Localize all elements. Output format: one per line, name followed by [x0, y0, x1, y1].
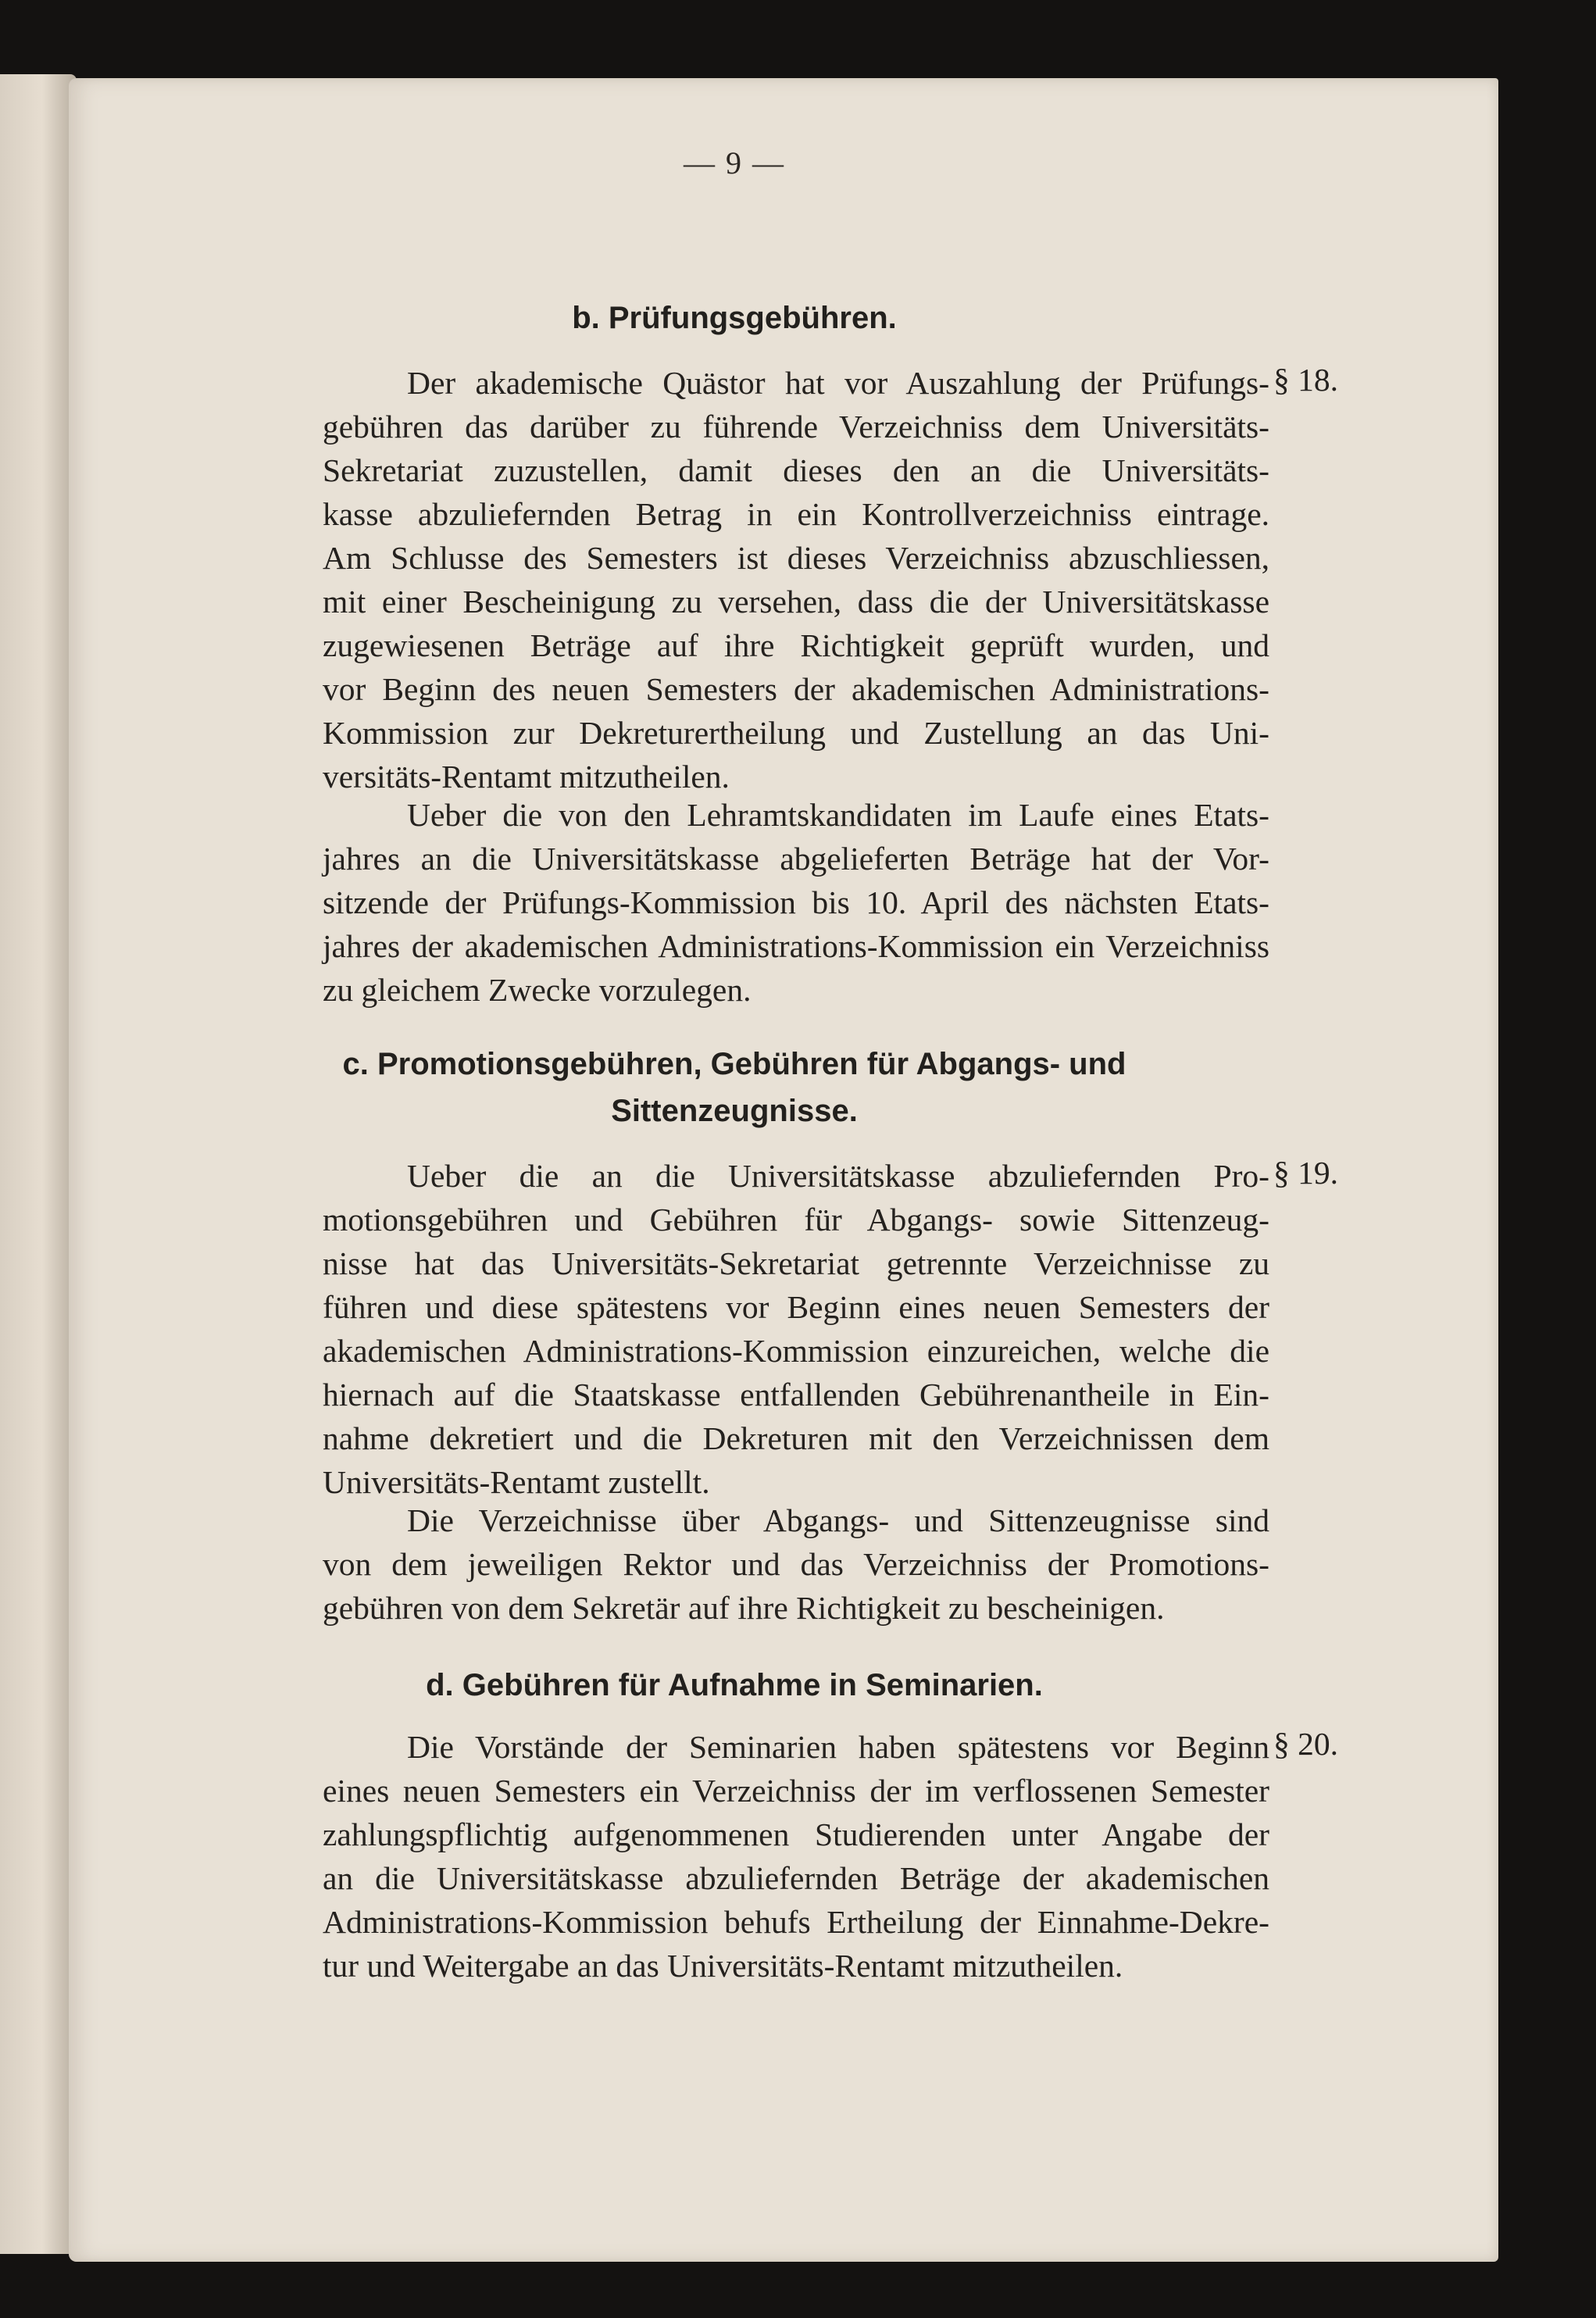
text-line: zu gleichem Zwecke vorzulegen.	[323, 972, 752, 1008]
text-line: gebühren von dem Sekretär auf ihre Richtigkeit zu bescheinigen.	[323, 1590, 1165, 1626]
text-line: versitäts-Rentamt mitzutheilen.	[323, 759, 730, 795]
section-heading-c-line-1: c. Promotionsgebühren, Gebühren für Abgangs- und	[342, 1047, 1126, 1081]
text-line: Ueber die an die Universitätskasse abzuliefernden Pro-	[407, 1158, 1269, 1194]
text-line: eines neuen Semesters ein Verzeichniss der im verflossenen Semester	[323, 1773, 1269, 1809]
text-line: vor Beginn des neuen Semesters der akademischen Administrations-	[323, 671, 1269, 707]
text-line: nisse hat das Universitäts-Sekretariat getrennte Verzeichnisse zu	[323, 1245, 1269, 1281]
text-line: Die Vorstände der Seminarien haben spätestens vor Beginn	[407, 1729, 1269, 1765]
section-mark-19: § 19.	[1273, 1155, 1338, 1191]
text-line: Der akademische Quästor hat vor Auszahlung der Prüfungs-	[407, 365, 1269, 401]
section-heading-d: d. Gebühren für Aufnahme in Seminarien.	[426, 1668, 1043, 1702]
section-heading-c-line-2: Sittenzeugnisse.	[611, 1094, 858, 1128]
text-line: Administrations-Kommission behufs Ertheilung der Einnahme-Dekre-	[323, 1904, 1269, 1940]
text-line: jahres der akademischen Administrations-Kommission ein Verzeichniss	[323, 928, 1269, 964]
section-b-paragraph-1	[238, 361, 1269, 798]
text-line: gebühren das darüber zu führende Verzeichniss dem Universitäts-	[323, 409, 1269, 445]
text-line: Am Schlusse des Semesters ist dieses Verzeichniss abzuschliessen,	[323, 540, 1269, 576]
text-line: hiernach auf die Staatskasse entfallenden Gebührenantheile in Ein-	[323, 1377, 1269, 1413]
section-c-paragraph-1	[238, 1154, 1269, 1504]
text-line: führen und diese spätestens vor Beginn eines neuen Semesters der	[323, 1289, 1269, 1325]
previous-page-edge	[0, 74, 77, 2254]
section-mark-18: § 18.	[1273, 362, 1338, 398]
text-line: Kommission zur Dekreturertheilung und Zustellung an das Uni-	[323, 715, 1269, 751]
text-line: an die Universitätskasse abzuliefernden Beträge der akademischen	[323, 1860, 1269, 1896]
text-line: nahme dekretiert und die Dekreturen mit den Verzeichnissen dem	[323, 1420, 1269, 1456]
page-number: — 9 —	[684, 145, 785, 180]
text-line: zugewiesenen Beträge auf ihre Richtigkeit geprüft wurden, und	[323, 627, 1269, 663]
text-line: von dem jeweiligen Rektor und das Verzeichniss der Promotions-	[323, 1546, 1269, 1582]
text-line: sitzende der Prüfungs-Kommission bis 10. April des nächsten Etats-	[323, 884, 1269, 920]
text-line: kasse abzuliefernden Betrag in ein Kontrollverzeichniss eintrage.	[323, 496, 1269, 532]
section-c-paragraph-2	[238, 1498, 1269, 1630]
section-heading-b: b. Prüfungsgebühren.	[572, 301, 897, 335]
text-line: mit einer Bescheinigung zu versehen, dass die der Universitätskasse	[323, 584, 1269, 620]
text-line: jahres an die Universitätskasse abgelieferten Beträge hat der Vor-	[323, 841, 1269, 877]
text-line: Universitäts-Rentamt zustellt.	[323, 1464, 710, 1500]
text-line: Sekretariat zuzustellen, damit dieses den an die Universitäts-	[323, 452, 1269, 488]
section-mark-20: § 20.	[1273, 1726, 1338, 1762]
section-d-paragraph-1	[238, 1725, 1269, 1988]
text-line: akademischen Administrations-Kommission einzureichen, welche die	[323, 1333, 1269, 1369]
text-line: motionsgebühren und Gebühren für Abgangs- sowie Sittenzeug-	[323, 1202, 1269, 1238]
text-line: Die Verzeichnisse über Abgangs- und Sittenzeugnisse sind	[407, 1502, 1269, 1538]
text-line: Ueber die von den Lehramtskandidaten im Laufe eines Etats-	[407, 797, 1269, 833]
section-b-paragraph-2	[238, 793, 1269, 1012]
text-line: zahlungspflichtig aufgenommenen Studierenden unter Angabe der	[323, 1816, 1269, 1852]
text-line: tur und Weitergabe an das Universitäts-Rentamt mitzutheilen.	[323, 1948, 1123, 1984]
